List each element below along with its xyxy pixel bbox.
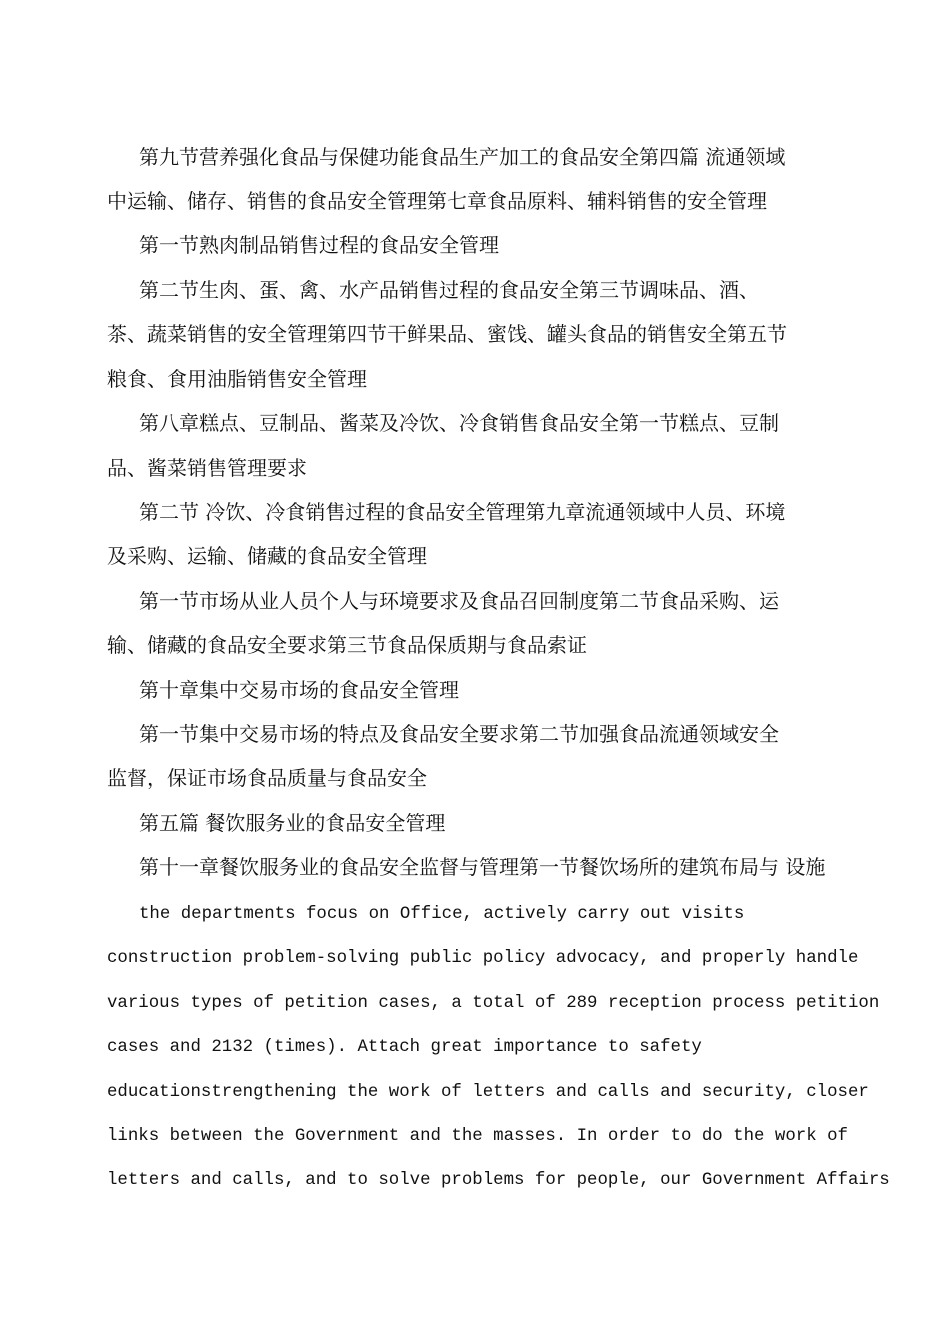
text-line: 第八章糕点、豆制品、酱菜及冷饮、冷食销售食品安全第一节糕点、豆制 bbox=[139, 411, 779, 435]
text-line: 第二节 冷饮、冷食销售过程的食品安全管理第九章流通领域中人员、环境 bbox=[139, 500, 786, 524]
text-line: 第九节营养强化食品与保健功能食品生产加工的食品安全第四篇 流通领域 bbox=[139, 145, 786, 169]
text-line: construction problem-solving public policy advocacy, and properly handle bbox=[107, 949, 859, 968]
text-line: the departments focus on Office, actively carry out visits bbox=[139, 905, 745, 924]
text-line: 第一节熟肉制品销售过程的食品安全管理 bbox=[139, 233, 499, 257]
text-line: links between the Government and the masses. In order to do the work of bbox=[107, 1127, 848, 1146]
text-line: educationstrengthening the work of letters and calls and security, closer bbox=[107, 1083, 869, 1102]
text-line: 第十一章餐饮服务业的食品安全监督与管理第一节餐饮场所的建筑布局与 设施 bbox=[139, 855, 826, 879]
text-line: cases and 2132 (times). Attach great importance to safety bbox=[107, 1038, 702, 1057]
text-line: 输、储藏的食品安全要求第三节食品保质期与食品索证 bbox=[107, 633, 587, 657]
text-line: 品、酱菜销售管理要求 bbox=[107, 456, 307, 480]
text-line: 及采购、运输、储藏的食品安全管理 bbox=[107, 544, 427, 568]
text-line: 粮食、食用油脂销售安全管理 bbox=[107, 367, 367, 391]
text-line: 监督，保证市场食品质量与食品安全 bbox=[107, 766, 427, 790]
text-line: various types of petition cases, a total of 289 reception process petition bbox=[107, 994, 880, 1013]
text-line: 茶、蔬菜销售的安全管理第四节干鲜果品、蜜饯、罐头食品的销售安全第五节 bbox=[107, 322, 787, 346]
text-line: 第一节集中交易市场的特点及食品安全要求第二节加强食品流通领域安全 bbox=[139, 722, 779, 746]
text-line: letters and calls, and to solve problems for people, our Government Affairs bbox=[107, 1171, 890, 1190]
text-line: 第十章集中交易市场的食品安全管理 bbox=[139, 678, 459, 702]
text-line: 第二节生肉、蛋、禽、水产品销售过程的食品安全第三节调味品、酒、 bbox=[139, 278, 759, 302]
text-line: 第五篇 餐饮服务业的食品安全管理 bbox=[139, 811, 446, 835]
text-line: 第一节市场从业人员个人与环境要求及食品召回制度第二节食品采购、运 bbox=[139, 589, 779, 613]
text-line: 中运输、储存、销售的食品安全管理第七章食品原料、辅料销售的安全管理 bbox=[107, 189, 767, 213]
